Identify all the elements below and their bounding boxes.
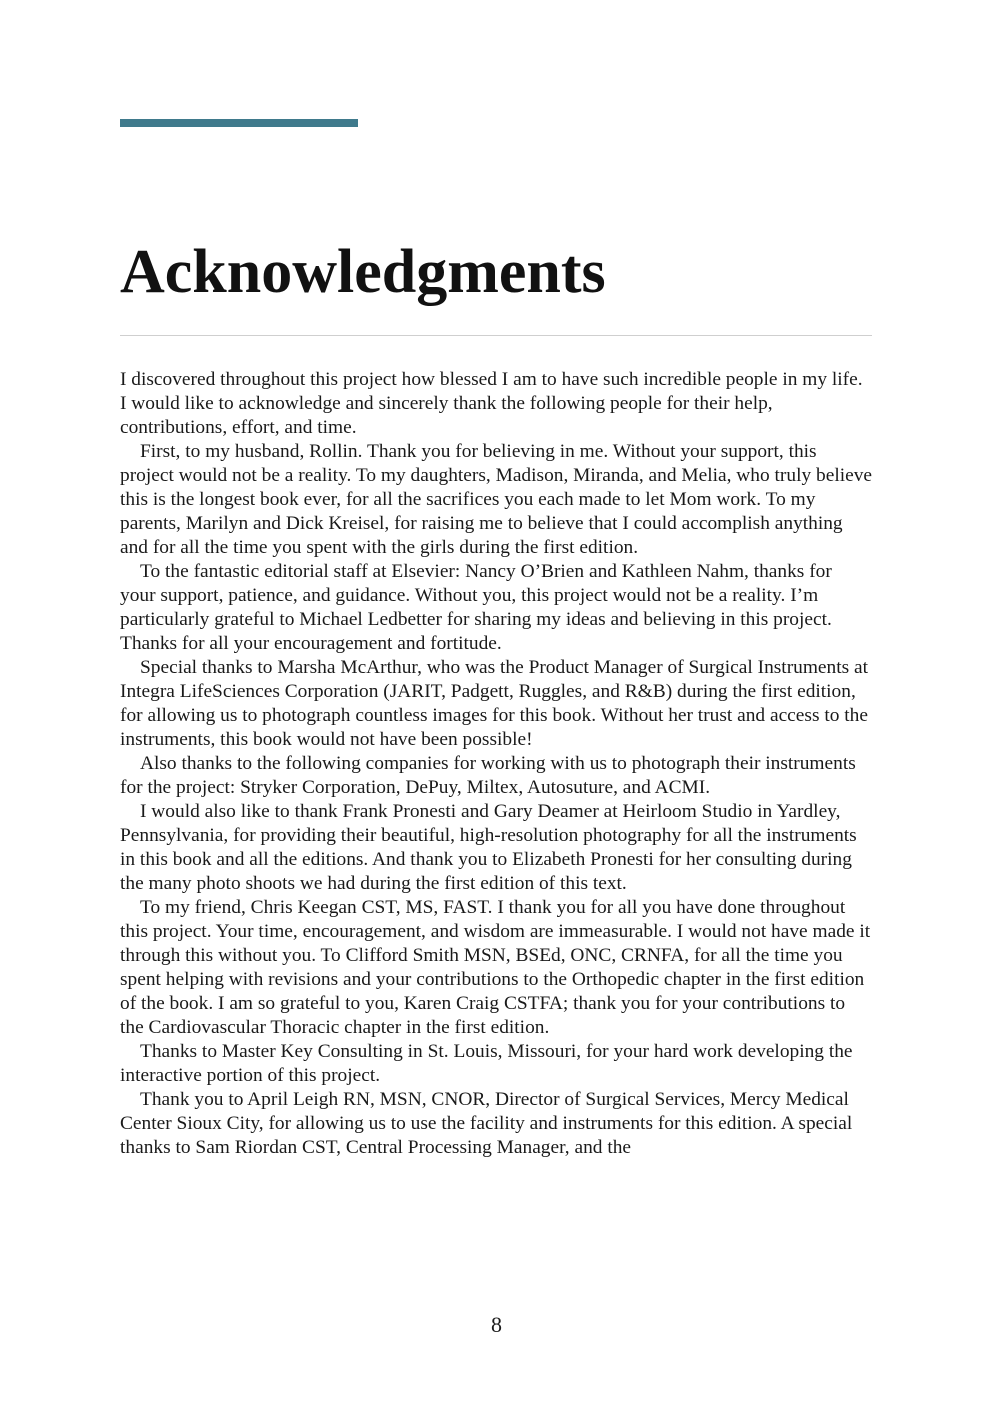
paragraph: I would also like to thank Frank Pronesti and Gary Deamer at Heirloom Studio in Yardley, Pennsylvania, for providing their beautiful, high-resolution photography for all the instruments in this book and all the editions. And thank you to Elizabeth Pronesti for her consulting during the many photo shoots we had during the first edition of this text.	[120, 801, 857, 894]
paragraph: To the fantastic editorial staff at Elsevier: Nancy O’Brien and Kathleen Nahm, thanks for your support, patience, and guidance. Without you, this project would not be a reality. I’m particularly grateful to Michael Ledbetter for sharing my ideas and believing in this project. Thanks for all your encouragement and fortitude.	[120, 561, 832, 654]
paragraph: Also thanks to the following companies for working with us to photograph their instruments for the project: Stryker Corporation, DePuy, Miltex, Autosuture, and ACMI.	[120, 753, 856, 798]
paragraph: Thanks to Master Key Consulting in St. Louis, Missouri, for your hard work developing the interactive portion of this project.	[120, 1041, 853, 1086]
title-accent-bar	[120, 119, 358, 127]
page-title: Acknowledgments	[120, 238, 606, 306]
paragraph: Thank you to April Leigh RN, MSN, CNOR, Director of Surgical Services, Mercy Medical Center Sioux City, for allowing us to use the facility and instruments for this edition. A special thanks to Sam Riordan CST, Central Processing Manager, and the	[120, 1089, 853, 1158]
acknowledgments-body	[120, 368, 872, 1160]
paragraph: First, to my husband, Rollin. Thank you for believing in me. Without your support, this project would not be a reality. To my daughters, Madison, Miranda, and Melia, who truly believe this is the longest book ever, for all the sacrifices you each made to let Mom work. To my parents, Marilyn and Dick Kreisel, for raising me to believe that I could accomplish anything and for all the time you spent with the girls during the first edition.	[120, 441, 873, 558]
paragraph: To my friend, Chris Keegan CST, MS, FAST. I thank you for all you have done throughout this project. Your time, encouragement, and wisdom are immeasurable. I would not have made it through this without you. To Clifford Smith MSN, BSEd, ONC, CRNFA, for all the time you spent helping with revisions and your contributions to the Orthopedic chapter in the first edition of the book. I am so grateful to you, Karen Craig CSTFA; thank you for your contributions to the Cardiovascular Thoracic chapter in the first edition.	[120, 897, 871, 1038]
paragraph: Special thanks to Marsha McArthur, who was the Product Manager of Surgical Instruments at Integra LifeSciences Corporation (JARIT, Padgett, Ruggles, and R&B) during the first edition, for allowing us to photograph countless images for this book. Without her trust and access to the instruments, this book would not have been possible!	[120, 657, 869, 750]
title-divider	[120, 335, 872, 336]
page-number: 8	[491, 1312, 502, 1337]
paragraph: I discovered throughout this project how blessed I am to have such incredible people in my life. I would like to acknowledge and sincerely thank the following people for their help, contributions, effort, and time.	[120, 369, 863, 438]
